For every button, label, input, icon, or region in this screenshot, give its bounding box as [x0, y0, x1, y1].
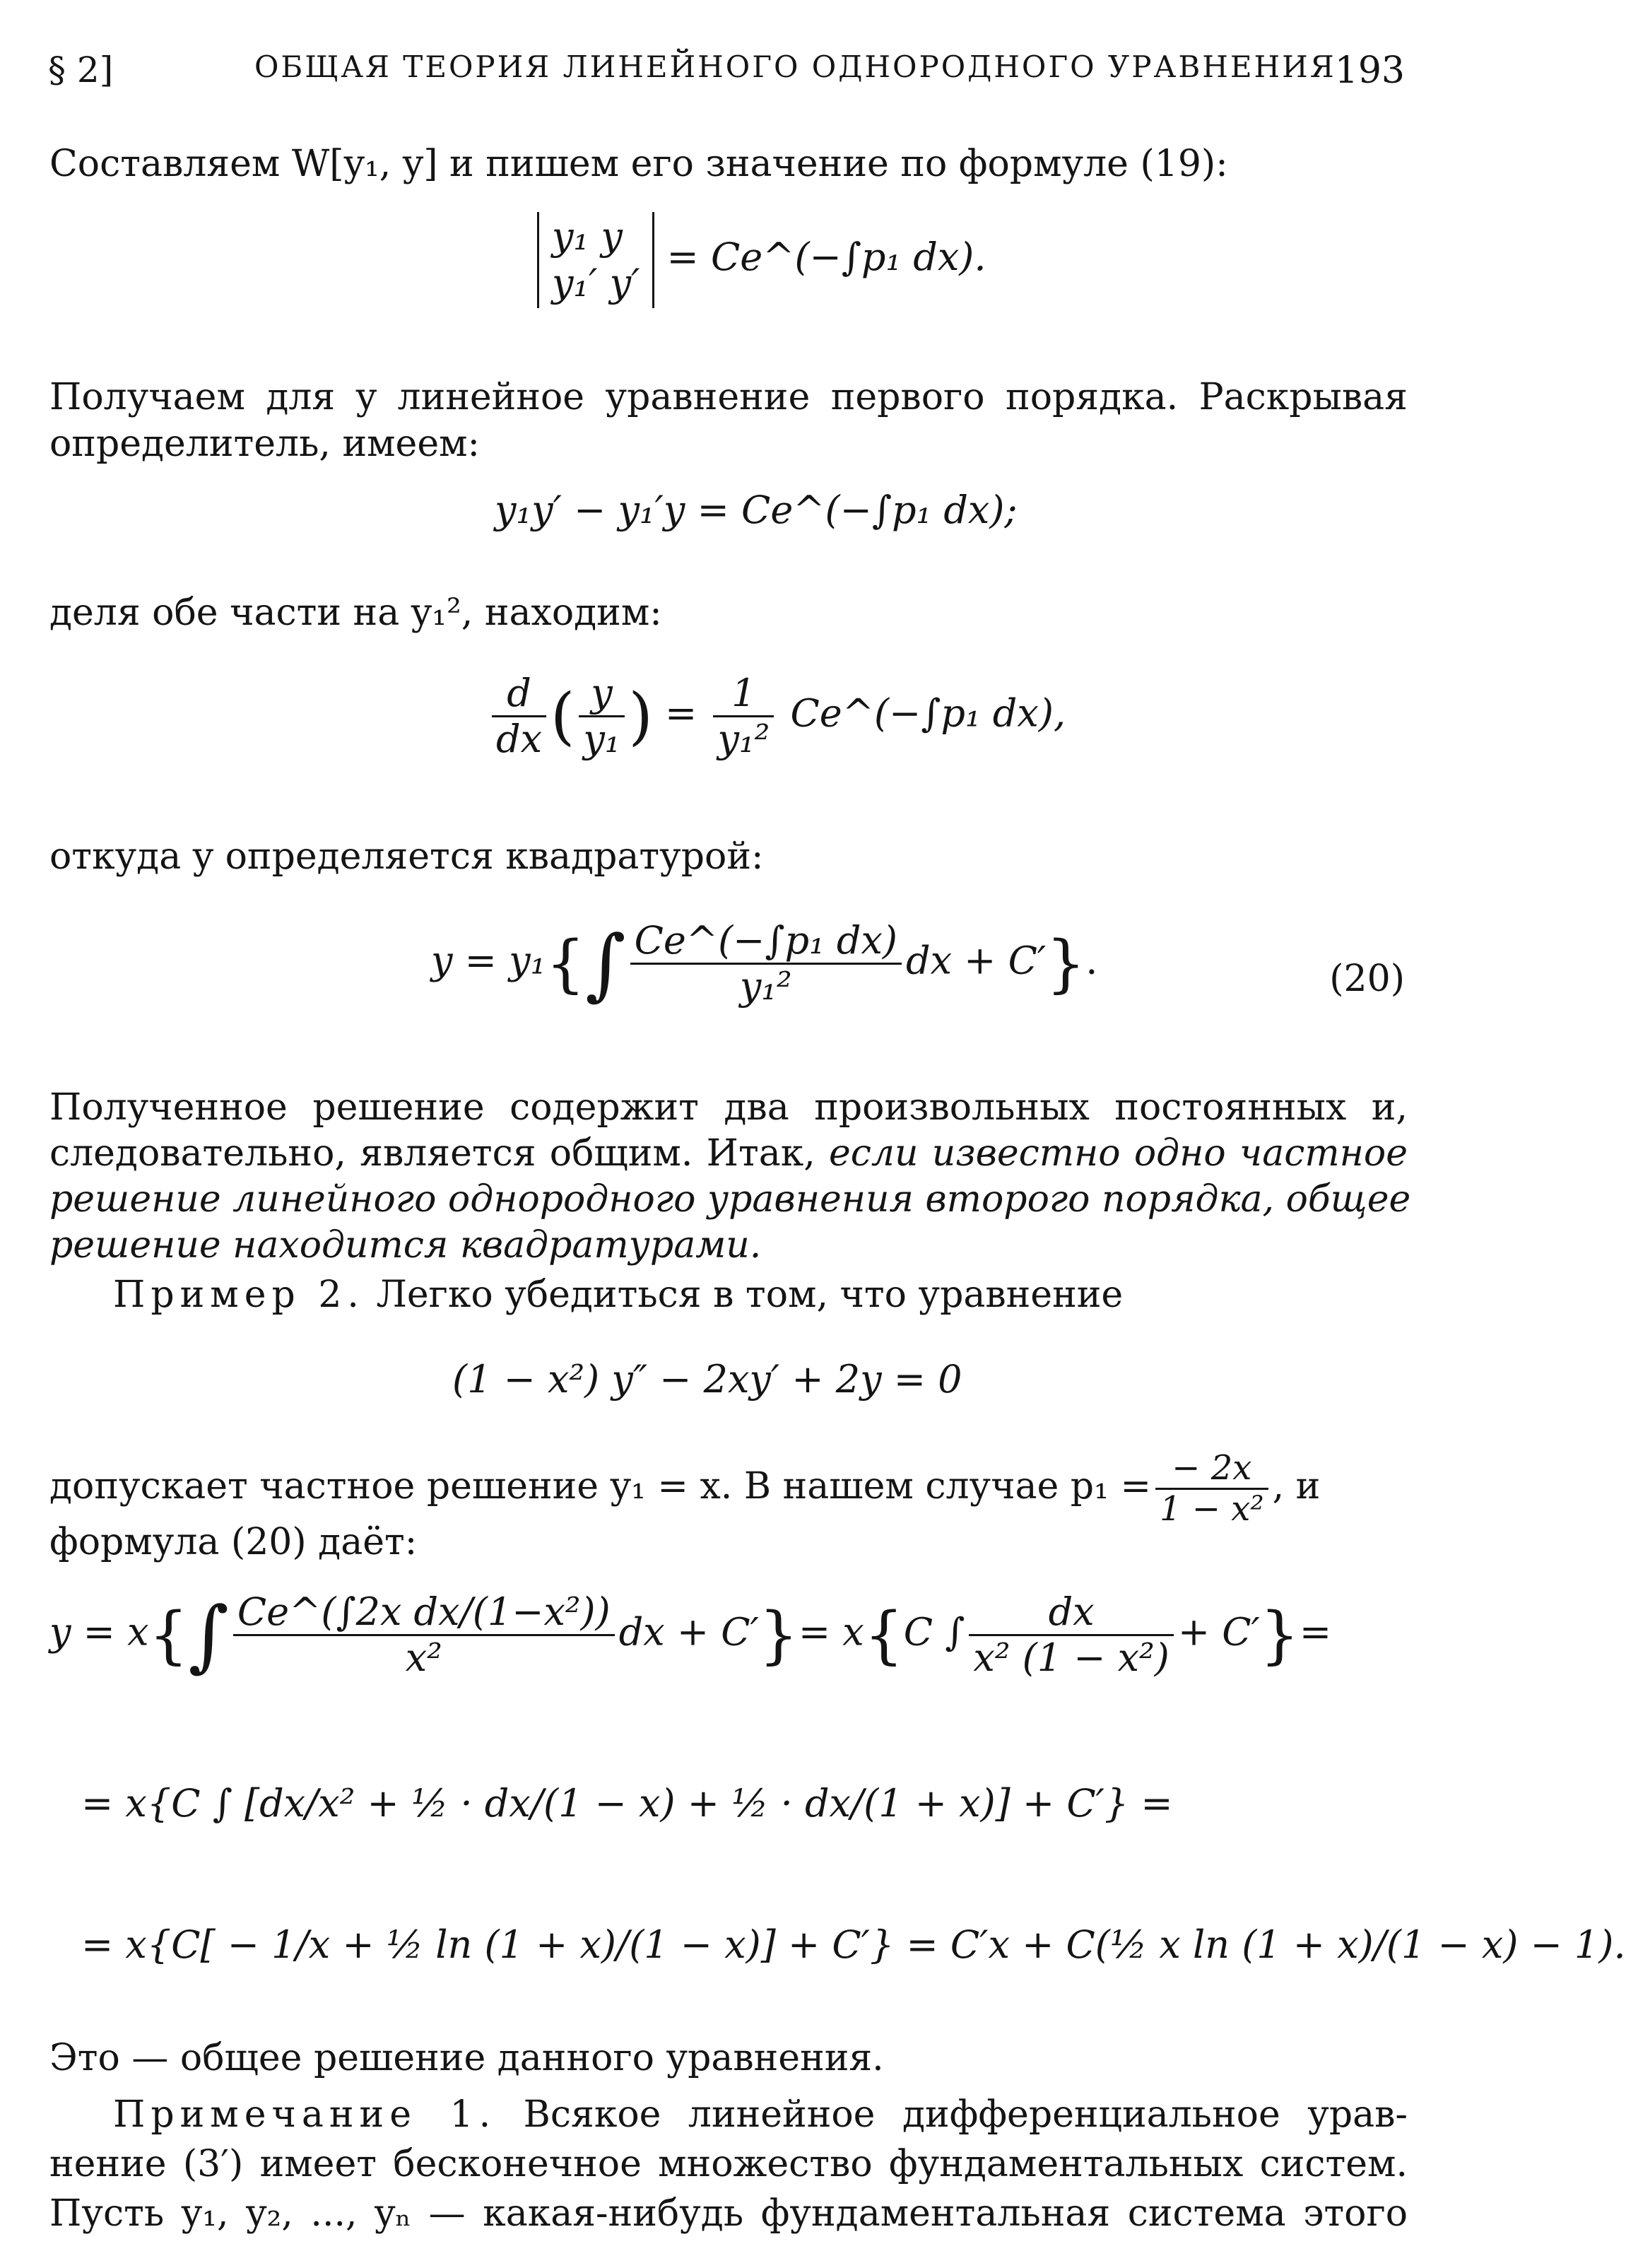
- sol1-denominator-2: x² (1 − x²): [973, 1635, 1170, 1681]
- p1-numerator: − 2x: [1155, 1449, 1268, 1490]
- running-title: ОБЩАЯ ТЕОРИЯ ЛИНЕЙНОГО ОДНОРОДНОГО УРАВНЕНИЯ: [254, 49, 1336, 84]
- paragraph-5-line-1: Полученное решение содержит два произвольных постоянных и,: [49, 1086, 1408, 1129]
- paragraph-6-text: допускает частное решение y₁ = x. В нашем случае p₁ =: [49, 1465, 1152, 1508]
- sol1-numerator-2: dx: [969, 1590, 1173, 1636]
- sol1-c-int: C ∫: [903, 1609, 965, 1655]
- paragraph-3: деля обе части на y₁², находим:: [49, 592, 662, 634]
- sol1-equals-x: = x: [798, 1609, 864, 1655]
- equation-20: y = y₁{∫ $\frac{\text{Ce\textasciicircum{}(−∫p₁ dx)}}{\text{y₁²}}$ dx + C′}.: [431, 918, 1098, 1009]
- equation-number-20: (20): [1329, 958, 1405, 1000]
- note-1-line-3: Пусть y₁, y₂, ..., yₙ — какая-нибудь фундаментальная система этого: [49, 2192, 1408, 2235]
- example-label: Пример 2.: [113, 1274, 365, 1316]
- sol1-denominator: x²: [405, 1635, 442, 1681]
- determinant-row-2: y₁′ y′: [552, 261, 640, 305]
- linear-first-order-equation: y₁y′ − y₁′y = Ce^(−∫p₁ dx);: [495, 488, 1018, 532]
- page-number: 193: [1334, 49, 1405, 92]
- determinant-rhs: = Ce^(−∫p₁ dx).: [666, 235, 986, 279]
- eq20-tail: dx + C′: [906, 938, 1047, 983]
- example-2-intro: [113, 1272, 1408, 1317]
- y1-squared-denominator: y₁²: [717, 717, 770, 762]
- note-1-line-2: нение (3′) имеет бесконечное множество фундаментальных систем.: [49, 2143, 1408, 2185]
- paragraph-6-line-2: формула (20) даёт:: [49, 1521, 418, 1563]
- paragraph-5-line-2: [49, 1131, 1408, 1176]
- paragraph-5-line-3: решение линейного однородного уравнения второго порядка, общее: [49, 1178, 1411, 1221]
- d-numerator: d: [492, 671, 546, 717]
- derivative-tail: Ce^(−∫p₁ dx),: [790, 691, 1066, 736]
- example-equation: (1 − x²) y″ − 2xy′ + 2y = 0: [452, 1357, 962, 1402]
- paragraph-2-line-1: Получаем для y линейное уравнение первого порядка. Раскрывая: [49, 376, 1408, 418]
- paragraph-5-line-4: решение находится квадратурами.: [49, 1224, 762, 1267]
- example-text: Легко убедиться в том, что уравнение: [364, 1274, 1124, 1316]
- dx-denominator: dx: [496, 717, 543, 762]
- note-text: Всякое линейное дифференциальное урав-: [496, 2093, 1408, 2136]
- y1-denominator: y₁: [583, 717, 620, 762]
- solution-line-2: = x{C ∫ [dx/x² + ½ · dx/(1 − x) + ½ · dx/(1 + x)] + C′} =: [81, 1781, 1173, 1826]
- note-label: Примечание 1.: [113, 2093, 497, 2136]
- paragraph-2-line-2: определитель, имеем:: [49, 423, 481, 465]
- eq20-numerator: Ce^(−∫p₁ dx): [630, 919, 902, 965]
- section-marker: § 2]: [48, 49, 114, 90]
- paragraph-7: Это — общее решение данного уравнения.: [49, 2037, 884, 2079]
- sol1-equals: =: [1299, 1609, 1332, 1655]
- eq20-denominator: y₁²: [739, 964, 792, 1009]
- paragraph-5-normal: следовательно, является общим. Итак,: [49, 1132, 829, 1175]
- paragraph-4: откуда y определяется квадратурой:: [49, 835, 764, 878]
- solution-line-1: y = x{∫ $\frac{\text{Ce\textasciicircum{}(∫2x dx/(1−x²))}}{\text{x²}}$ dx + C′}= x{C ∫ $\frac{dx}{\text{x² (1 − x²)}}$ + C′}=: [49, 1590, 1332, 1681]
- p1-denominator: 1 − x²: [1160, 1489, 1264, 1529]
- paragraph-5-italic: если известно одно частное: [828, 1132, 1408, 1175]
- eq20-lhs: y = y₁: [431, 938, 546, 983]
- derivative-equation: $\frac{d}{dx}$ ( $\frac{y}{\text{y₁}}$ ) = $\frac{1}{\text{y₁²}}$ Ce^(−∫p₁ dx),: [488, 671, 1066, 761]
- sol1-plus-c: + C′: [1177, 1609, 1260, 1655]
- note-1-line-1: [113, 2092, 1408, 2137]
- wronskian-equation: [537, 212, 986, 308]
- sol1-numerator: Ce^(∫2x dx/(1−x²)): [233, 1590, 615, 1636]
- determinant: [537, 212, 654, 308]
- paragraph-6-line-1: [49, 1449, 1408, 1529]
- solution-line-3: = x{C[ − 1/x + ½ ln (1 + x)/(1 − x)] + C′} = C′x + C(½ x ln (1 + x)/(1 − x) − 1).: [81, 1922, 1626, 1967]
- one-numerator: 1: [713, 671, 774, 717]
- determinant-row-1: y₁ y: [552, 214, 623, 259]
- sol1-dx: dx + C′: [618, 1609, 759, 1655]
- sol1-lhs: y = x: [49, 1609, 149, 1655]
- paragraph-1: Составляем W[y₁, y] и пишем его значение по формуле (19):: [49, 143, 1228, 185]
- y-numerator: y: [579, 671, 624, 717]
- paragraph-6-tail: , и: [1272, 1465, 1321, 1508]
- p1-fraction: [1155, 1449, 1268, 1529]
